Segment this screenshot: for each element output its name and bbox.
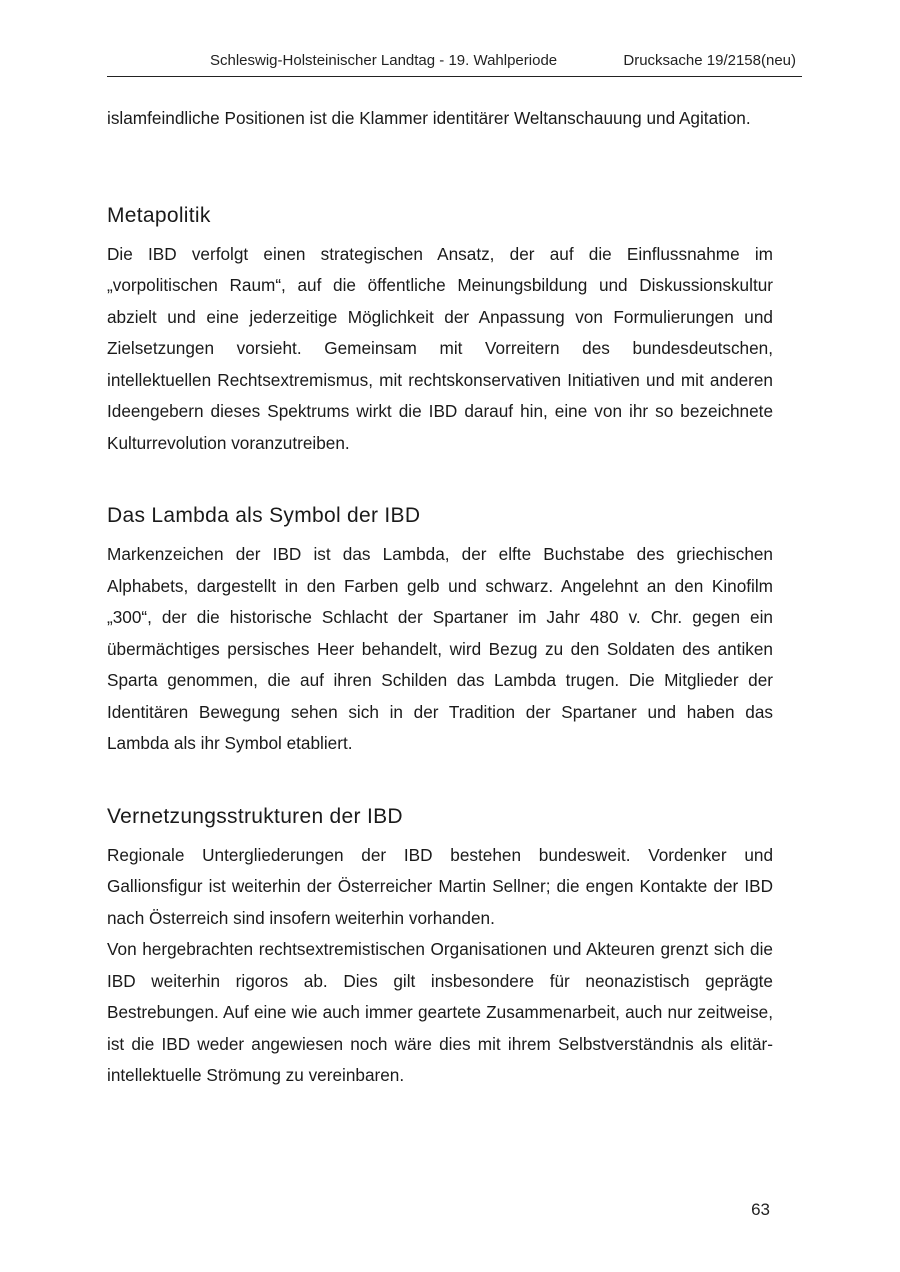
section-paragraph-vernetzung-1: Regionale Untergliederungen der IBD bestehen bundesweit. Vordenker und Gallionsfigur ist weiterhin der Österreicher Martin Sellner; die engen Kontakte der IBD nach Österreich sind insofern weiterhin vorhanden. xyxy=(107,844,773,928)
page-header xyxy=(107,52,802,77)
header-title: Schleswig-Holsteinischer Landtag - 19. Wahlperiode xyxy=(210,52,558,69)
section-paragraph-metapolitik: Die IBD verfolgt einen strategischen Ansatz, der auf die Einflussnahme im „vorpolitischen Raum“, auf die öffentliche Meinungsbildung und Diskussionskultur abzielt und eine jederzeitige Möglichkeit der Anpassung von Formulierungen und Zielsetzungen vorsieht. Gemeinsam mit Vorreitern des bundesdeutschen, intellektuellen Rechtsextremismus, mit rechtskonservativen Initiativen und mit anderen Ideengebern dieses Spektrums wirkt die IBD darauf hin, eine von ihr so bezeichnete Kulturrevolution voranzutreiben. xyxy=(107,243,773,453)
document-body xyxy=(107,103,773,1092)
header-document-number: Drucksache 19/2158(neu) xyxy=(623,52,796,69)
page-number: 63 xyxy=(751,1200,770,1219)
section-paragraph-lambda: Markenzeichen der IBD ist das Lambda, der elfte Buchstabe des griechischen Alphabets, dargestellt in den Farben gelb und schwarz. Angelehnt an den Kinofilm „300“, der die historische Schlacht der Spartaner im Jahr 480 v. Chr. gegen ein übermächtiges persisches Heer behandelt, wird Bezug zu den Soldaten des antiken Sparta genommen, die auf ihren Schilden das Lambda trugen. Die Mitglieder der Identitären Bewegung sehen sich in der Tradition der Spartaner und haben das Lambda als ihr Symbol etabliert. xyxy=(107,544,773,753)
section-heading-vernetzung: Vernetzungsstrukturen der IBD xyxy=(107,804,403,828)
section-heading-lambda: Das Lambda als Symbol der IBD xyxy=(107,504,421,527)
section-paragraph-vernetzung-2: Von hergebrachten rechtsextremistischen Organisationen und Akteuren grenzt sich die IBD weiterhin rigoros ab. Dies gilt insbesondere für neonazistisch geprägte Bestrebungen. Auf eine wie auch immer geartete Zusammenarbeit, auch nur zeitweise, ist die IBD weder angewiesen noch wäre dies mit ihrem Selbstverständnis als elitär-intellektuelle Strömung zu vereinbaren. xyxy=(107,939,773,1085)
intro-paragraph: islamfeindliche Positionen ist die Klammer identitärer Weltanschauung und Agitation. xyxy=(107,108,751,128)
section-heading-metapolitik: Metapolitik xyxy=(107,203,211,227)
